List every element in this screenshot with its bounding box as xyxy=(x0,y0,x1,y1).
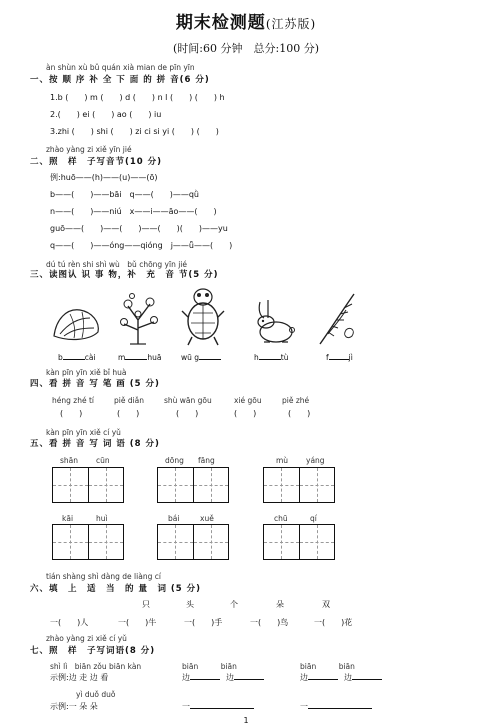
word-pinyin-3a: mù xyxy=(276,456,289,465)
caption-suffix: jì xyxy=(348,353,353,362)
section-7-heading: 七、照 样 子写词语(8 分) xyxy=(30,646,156,656)
example-2-pinyin: yì duǒ duǒ xyxy=(76,690,116,699)
grain-icon xyxy=(316,290,360,346)
section-7-pinyin: zhào yàng zi xiě cí yǔ xyxy=(46,634,127,643)
stroke-answer-2[interactable]: ( ) xyxy=(117,409,140,418)
stroke-answer-3[interactable]: ( ) xyxy=(176,409,199,418)
page-number: 1 xyxy=(243,716,249,725)
section-2-line-2: n——( )——niú x——i——āo——( ) xyxy=(50,207,217,216)
section-2-example: 例:huō——(h)——(u)——(ō) xyxy=(50,173,158,182)
caption-suffix: tù xyxy=(280,353,289,362)
measure-word-option: 只 xyxy=(142,600,150,609)
stroke-answer-1[interactable]: ( ) xyxy=(60,409,83,418)
yi-char: 一 xyxy=(182,702,190,711)
yi-blank-2[interactable] xyxy=(300,701,372,712)
stroke-pinyin-2: piě diǎn xyxy=(114,396,145,405)
word-grid-4[interactable] xyxy=(52,524,124,560)
measure-word-option: 双 xyxy=(322,600,330,609)
caption-suffix: huā xyxy=(147,353,162,362)
answer-blank[interactable] xyxy=(190,679,220,680)
measure-blank-2[interactable]: 一( )牛 xyxy=(118,618,157,627)
answer-blank[interactable] xyxy=(190,708,254,709)
word-grid-1[interactable] xyxy=(52,467,124,503)
answer-blank[interactable] xyxy=(125,350,147,360)
turtle-icon xyxy=(180,287,226,347)
example-1-text: 示例:边 走 边 看 xyxy=(50,673,109,682)
caption-prefix: wū g xyxy=(181,353,200,362)
section-5-pinyin: kàn pīn yīn xiě cí yǔ xyxy=(46,428,121,437)
section-4-pinyin: kàn pīn yīn xiě bǐ huà xyxy=(46,368,127,377)
section-2-line-4: q——( )——óng——qióng j——ǖ——( ) xyxy=(50,241,233,250)
answer-blank[interactable] xyxy=(308,679,338,680)
section-6-pinyin: tián shàng shì dàng de liàng cí xyxy=(46,572,161,581)
section-2-heading: 二、照 样 子写音节(10 分) xyxy=(30,157,163,167)
word-pinyin-2b: fāng xyxy=(198,456,215,465)
section-2-line-1: b——( )——bāi q——( )——qǜ xyxy=(50,190,199,199)
word-pinyin-6a: chū xyxy=(274,514,288,523)
word-grid-5[interactable] xyxy=(157,524,229,560)
measure-blank-3[interactable]: 一( )手 xyxy=(184,618,223,627)
word-pinyin-5b: xuě xyxy=(200,514,214,523)
caption-plum xyxy=(118,350,161,362)
word-pinyin-4a: kāi xyxy=(62,514,74,523)
bian-blank-row-2[interactable] xyxy=(300,672,382,683)
caption-prefix: h xyxy=(254,353,259,362)
section-4-heading: 四、看 拼 音 写 笔 画 (5 分) xyxy=(30,379,160,389)
bian-pinyin-1: biān biān xyxy=(182,662,237,671)
word-pinyin-5a: bái xyxy=(168,514,180,523)
section-2-pinyin: zhào yàng zi xiě yīn jié xyxy=(46,145,132,154)
word-grid-2[interactable] xyxy=(157,467,229,503)
cabbage-icon xyxy=(50,300,104,344)
section-1-pinyin: àn shùn xù bǔ quán xià mian de pīn yīn xyxy=(46,63,195,72)
stroke-answer-4[interactable]: ( ) xyxy=(234,409,257,418)
rabbit-icon xyxy=(244,298,296,344)
bian-blank-row-1[interactable] xyxy=(182,672,264,683)
stroke-pinyin-1: héng zhé tí xyxy=(52,396,94,405)
section-5-heading: 五、看 拼 音 写 词 语 (8 分) xyxy=(30,439,160,449)
answer-blank[interactable] xyxy=(259,350,281,360)
section-1-line-3: 3.zhi ( ) shi ( ) zi ci si yi ( ) ( ) xyxy=(50,127,219,136)
section-1-line-1: 1.b ( ) m ( ) d ( ) n l ( ) ( ) h xyxy=(50,93,225,102)
bian-char: 边 xyxy=(344,673,352,682)
answer-blank[interactable] xyxy=(234,679,264,680)
measure-word-option: 头 xyxy=(186,600,194,609)
caption-turtle xyxy=(181,350,221,362)
answer-blank[interactable] xyxy=(308,708,372,709)
word-pinyin-6b: qí xyxy=(310,514,317,523)
measure-blank-5[interactable]: 一( )花 xyxy=(314,618,353,627)
answer-blank[interactable] xyxy=(352,679,382,680)
word-pinyin-1b: cūn xyxy=(96,456,110,465)
measure-word-option: 朵 xyxy=(276,600,284,609)
measure-blank-1[interactable]: 一( )人 xyxy=(50,618,89,627)
page-subtitle: (时间:60 分钟 总分:100 分) xyxy=(173,42,319,55)
stroke-pinyin-5: piě zhé xyxy=(282,396,310,405)
caption-prefix: b xyxy=(58,353,63,362)
section-3-heading: 三、读图认 识 事 物，补 充 音 节(5 分) xyxy=(30,270,219,280)
example-2-text: 示例:一 朵 朵 xyxy=(50,702,98,711)
word-pinyin-3b: yáng xyxy=(306,456,325,465)
plum-blossom-icon xyxy=(116,290,160,346)
caption-prefix: f xyxy=(326,353,329,362)
yi-char: 一 xyxy=(300,702,308,711)
answer-blank[interactable] xyxy=(329,350,349,360)
yi-blank-1[interactable] xyxy=(182,701,254,712)
bian-char: 边 xyxy=(182,673,190,682)
measure-blank-4[interactable]: 一( )鸟 xyxy=(250,618,289,627)
example-1-pinyin: shì lì biān zǒu biān kàn xyxy=(50,662,142,671)
word-grid-3[interactable] xyxy=(263,467,335,503)
caption-grain xyxy=(326,350,353,362)
caption-suffix: cài xyxy=(84,353,96,362)
caption-cabbage xyxy=(58,350,96,362)
stroke-pinyin-3: shù wān gōu xyxy=(164,396,212,405)
caption-prefix: m xyxy=(118,353,126,362)
word-pinyin-1a: shān xyxy=(60,456,79,465)
title-main: 期末检测题 xyxy=(175,13,266,33)
word-grid-6[interactable] xyxy=(263,524,335,560)
section-2-line-3: guō——( )——( )——( )( )——yu xyxy=(50,224,228,233)
bian-pinyin-2: biān biān xyxy=(300,662,355,671)
bian-char: 边 xyxy=(300,673,308,682)
section-1-heading: 一、按 顺 序 补 全 下 面 的 拼 音(6 分) xyxy=(30,75,210,85)
answer-blank[interactable] xyxy=(63,350,85,360)
section-1-line-2: 2.( ) ei ( ) ao ( ) iu xyxy=(50,110,162,119)
bian-char: 边 xyxy=(226,673,234,682)
word-pinyin-2a: dōng xyxy=(165,456,184,465)
measure-word-option: 个 xyxy=(230,600,238,609)
word-pinyin-4b: huì xyxy=(96,514,108,523)
page-title xyxy=(0,8,492,33)
stroke-pinyin-4: xié gōu xyxy=(234,396,262,405)
section-3-pinyin: dú tú rèn shi shì wù bǔ chōng yīn jié xyxy=(46,260,187,269)
section-6-heading: 六、填 上 适 当 的 量 词 (5 分) xyxy=(30,584,202,594)
answer-blank[interactable] xyxy=(199,350,221,360)
title-suffix: (江苏版) xyxy=(265,17,317,31)
stroke-answer-5[interactable]: ( ) xyxy=(288,409,311,418)
caption-rabbit xyxy=(254,350,288,362)
